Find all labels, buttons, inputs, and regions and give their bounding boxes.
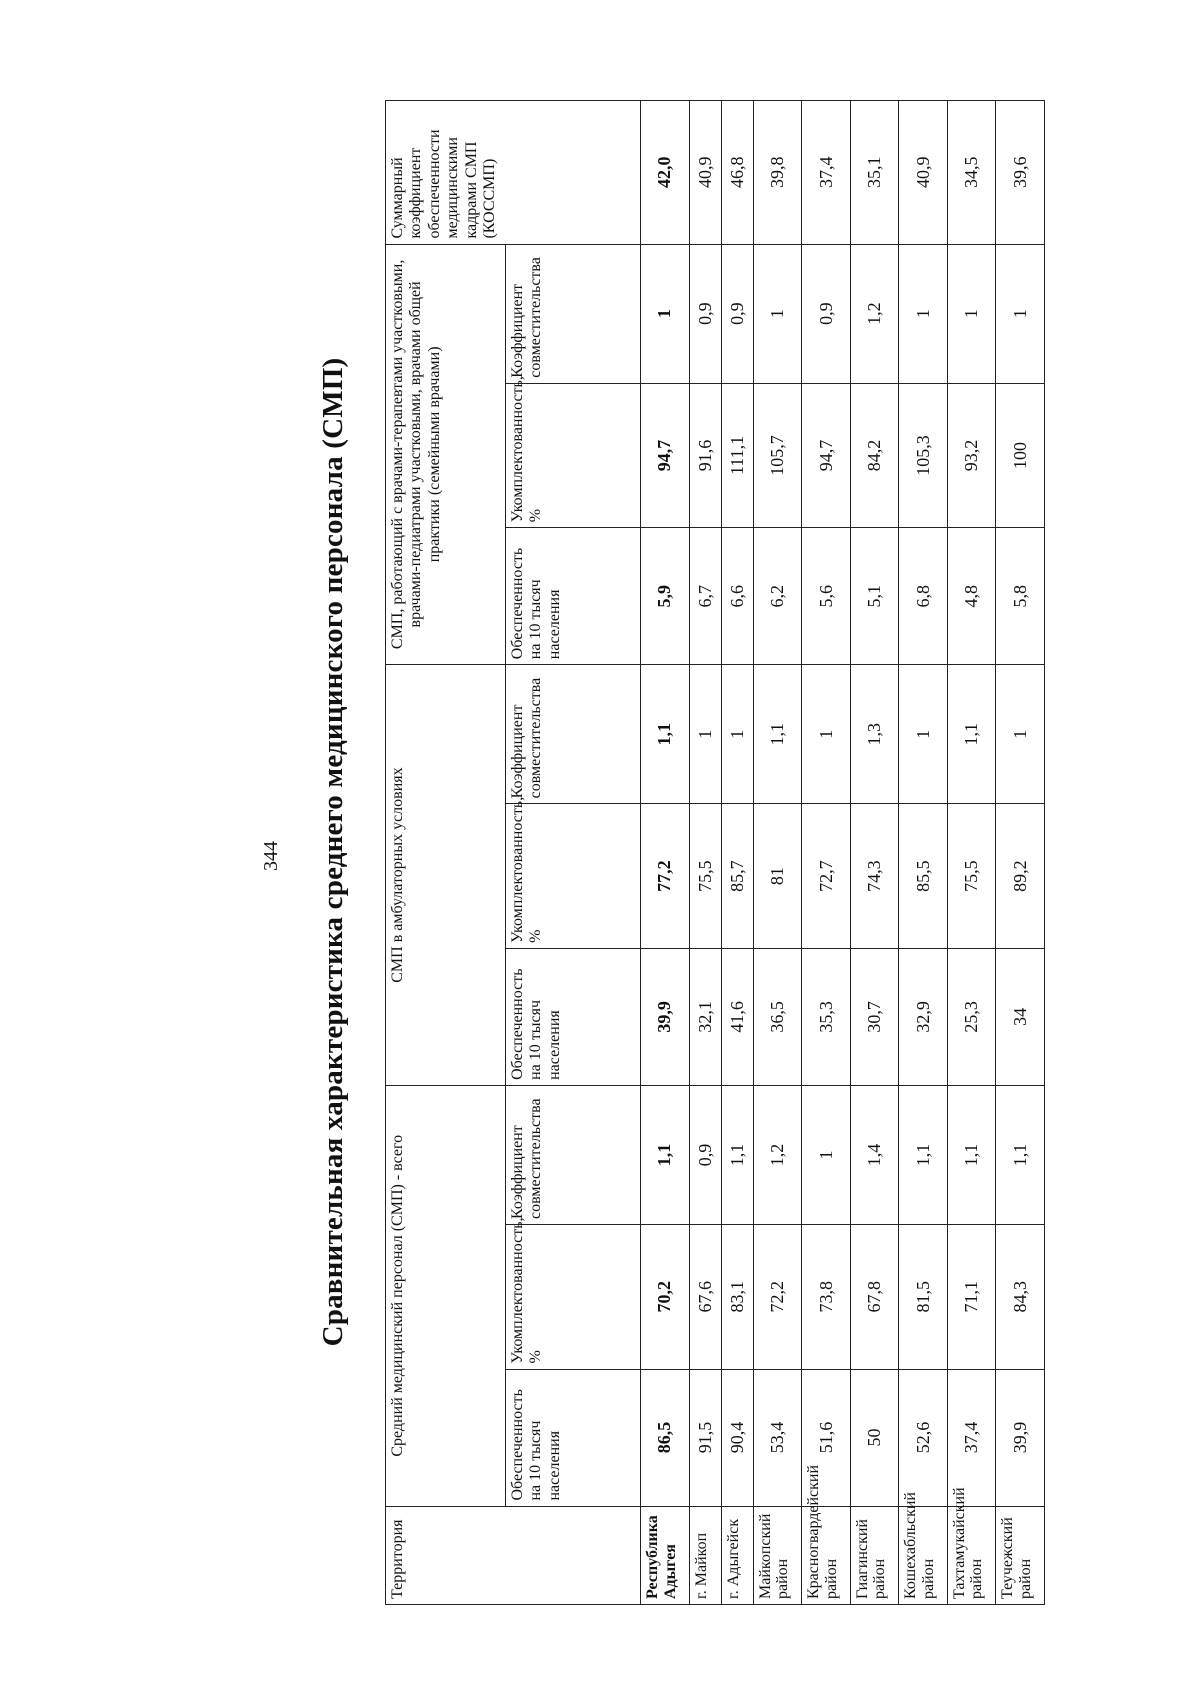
value-cell: 39,9	[996, 1369, 1045, 1506]
value-cell: 30,7	[850, 948, 899, 1085]
value-cell: 1,2	[753, 1085, 802, 1224]
value-cell: 1,1	[641, 665, 690, 804]
value-cell: 1	[802, 1085, 851, 1224]
value-cell: 39,6	[996, 101, 1045, 245]
value-cell: 90,4	[721, 1369, 753, 1506]
value-cell: 52,6	[899, 1369, 948, 1506]
table-row	[689, 101, 721, 1605]
value-cell: 72,7	[802, 804, 851, 949]
value-cell: 32,9	[899, 948, 948, 1085]
value-cell: 1	[996, 244, 1045, 383]
value-cell: 39,9	[641, 948, 690, 1085]
value-cell: 85,5	[899, 804, 948, 949]
value-cell: 1	[947, 244, 996, 383]
value-cell: 6,8	[899, 528, 948, 665]
value-cell: 1	[996, 665, 1045, 804]
territory-cell: г. Майкоп	[689, 1506, 721, 1604]
territory-cell: Красногвардейский район	[802, 1506, 851, 1604]
value-cell: 71,1	[947, 1225, 996, 1370]
value-cell: 6,7	[689, 528, 721, 665]
value-cell: 75,5	[689, 804, 721, 949]
table-row	[850, 101, 899, 1605]
value-cell: 1	[899, 244, 948, 383]
subheader-coefficient: Коэффициент совместительства	[506, 1085, 641, 1224]
value-cell: 93,2	[947, 383, 996, 528]
value-cell: 105,3	[899, 383, 948, 528]
value-cell: 40,9	[899, 101, 948, 245]
header-territory: Территория	[386, 1506, 641, 1604]
value-cell: 89,2	[996, 804, 1045, 949]
value-cell: 1,2	[850, 244, 899, 383]
value-cell: 0,9	[721, 244, 753, 383]
table-row	[641, 101, 690, 1605]
table-row	[947, 101, 996, 1605]
territory-cell: г. Адыгейск	[721, 1506, 753, 1604]
value-cell: 72,2	[753, 1225, 802, 1370]
value-cell: 67,6	[689, 1225, 721, 1370]
value-cell: 85,7	[721, 804, 753, 949]
value-cell: 100	[996, 383, 1045, 528]
subheader-provision: Обеспеченность на 10 тысяч населения	[506, 948, 641, 1085]
value-cell: 70,2	[641, 1225, 690, 1370]
value-cell: 51,6	[802, 1369, 851, 1506]
value-cell: 1	[689, 665, 721, 804]
territory-cell: Кошехабльский район	[899, 1506, 948, 1604]
value-cell: 1,1	[899, 1085, 948, 1224]
value-cell: 41,6	[721, 948, 753, 1085]
header-summary: Суммарный коэффициент обеспеченности медицинскими кадрами СМП (КОССМП)	[386, 101, 641, 245]
value-cell: 37,4	[947, 1369, 996, 1506]
territory-cell: Теучежский район	[996, 1506, 1045, 1604]
table-row	[802, 101, 851, 1605]
table-body	[641, 101, 1045, 1605]
table-row	[996, 101, 1045, 1605]
value-cell: 81	[753, 804, 802, 949]
value-cell: 32,1	[689, 948, 721, 1085]
value-cell: 25,3	[947, 948, 996, 1085]
subheader-staffing: Укомплектованность, %	[506, 383, 641, 528]
value-cell: 73,8	[802, 1225, 851, 1370]
subheader-staffing: Укомплектованность, %	[506, 1225, 641, 1370]
header-group-ambulatory: СМП в амбулаторных условиях	[386, 665, 506, 1086]
value-cell: 5,6	[802, 528, 851, 665]
value-cell: 1,1	[721, 1085, 753, 1224]
value-cell: 4,8	[947, 528, 996, 665]
subheader-coefficient: Коэффициент совместительства	[506, 244, 641, 383]
value-cell: 91,6	[689, 383, 721, 528]
value-cell: 34	[996, 948, 1045, 1085]
value-cell: 40,9	[689, 101, 721, 245]
staff-comparison-table	[385, 100, 1045, 1605]
table-row	[899, 101, 948, 1605]
territory-cell: Республика Адыгея	[641, 1506, 690, 1604]
value-cell: 46,8	[721, 101, 753, 245]
value-cell: 81,5	[899, 1225, 948, 1370]
value-cell: 5,9	[641, 528, 690, 665]
value-cell: 67,8	[850, 1225, 899, 1370]
value-cell: 91,5	[689, 1369, 721, 1506]
value-cell: 34,5	[947, 101, 996, 245]
value-cell: 5,8	[996, 528, 1045, 665]
value-cell: 6,2	[753, 528, 802, 665]
table-row	[753, 101, 802, 1605]
value-cell: 75,5	[947, 804, 996, 949]
header-group-total: Средний медицинский персонал (СМП) - всего	[386, 1085, 506, 1506]
value-cell: 1,3	[850, 665, 899, 804]
subheader-provision: Обеспеченность на 10 тысяч населения	[506, 528, 641, 665]
value-cell: 1	[802, 665, 851, 804]
value-cell: 105,7	[753, 383, 802, 528]
value-cell: 111,1	[721, 383, 753, 528]
value-cell: 42,0	[641, 101, 690, 245]
value-cell: 35,3	[802, 948, 851, 1085]
value-cell: 77,2	[641, 804, 690, 949]
value-cell: 5,1	[850, 528, 899, 665]
value-cell: 35,1	[850, 101, 899, 245]
value-cell: 94,7	[641, 383, 690, 528]
value-cell: 84,3	[996, 1225, 1045, 1370]
subheader-provision: Обеспеченность на 10 тысяч населения	[506, 1369, 641, 1506]
value-cell: 1,1	[996, 1085, 1045, 1224]
table-row	[721, 101, 753, 1605]
value-cell: 84,2	[850, 383, 899, 528]
subheader-coefficient: Коэффициент совместительства	[506, 665, 641, 804]
value-cell: 1	[721, 665, 753, 804]
value-cell: 1,4	[850, 1085, 899, 1224]
value-cell: 1,1	[947, 665, 996, 804]
territory-cell: Майкопский район	[753, 1506, 802, 1604]
territory-cell: Гиагинский район	[850, 1506, 899, 1604]
page-title: Сравнительная характеристика среднего медицинского персонала (СМП)	[317, 357, 349, 1347]
value-cell: 0,9	[689, 244, 721, 383]
value-cell: 37,4	[802, 101, 851, 245]
subheader-staffing: Укомплектованность, %	[506, 804, 641, 949]
page-number: 344	[260, 841, 282, 871]
value-cell: 1	[641, 244, 690, 383]
value-cell: 0,9	[802, 244, 851, 383]
value-cell: 83,1	[721, 1225, 753, 1370]
value-cell: 36,5	[753, 948, 802, 1085]
value-cell: 6,6	[721, 528, 753, 665]
value-cell: 1,1	[753, 665, 802, 804]
value-cell: 53,4	[753, 1369, 802, 1506]
value-cell: 1,1	[947, 1085, 996, 1224]
value-cell: 0,9	[689, 1085, 721, 1224]
value-cell: 1,1	[641, 1085, 690, 1224]
value-cell: 39,8	[753, 101, 802, 245]
value-cell: 50	[850, 1369, 899, 1506]
value-cell: 94,7	[802, 383, 851, 528]
header-group-district: СМП, работающий с врачами-терапевтами участковыми, врачами-педиатрами участковыми, врачами общей практики (семейными врачами)	[386, 244, 506, 665]
value-cell: 86,5	[641, 1369, 690, 1506]
territory-cell: Тахтамукайский район	[947, 1506, 996, 1604]
value-cell: 1	[753, 244, 802, 383]
value-cell: 1	[899, 665, 948, 804]
value-cell: 74,3	[850, 804, 899, 949]
